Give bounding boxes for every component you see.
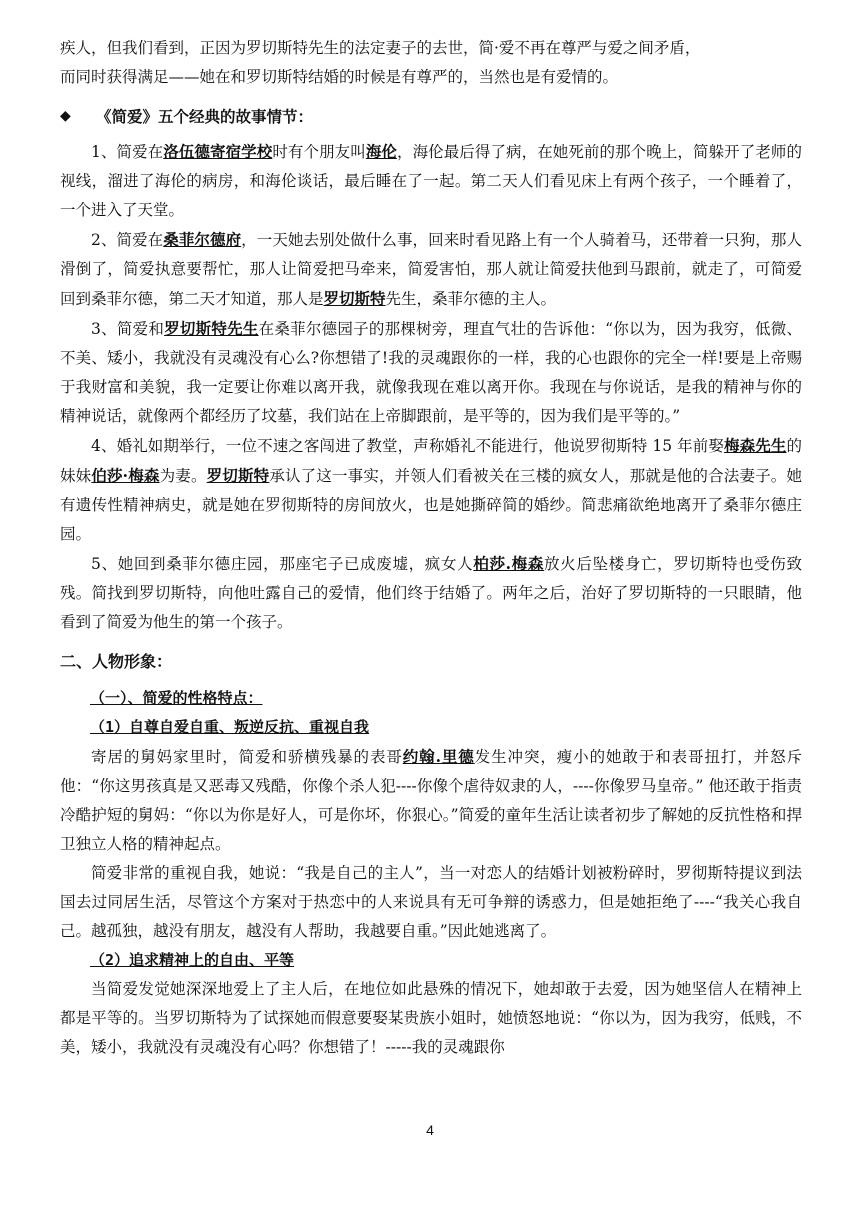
text-run: 1、简爱在 xyxy=(91,143,164,161)
character-paragraph-2: 简爱非常的重视自我，她说：“我是自己的主人”，当一对恋人的结婚计划被粉碎时，罗彻斯特提议到法国去过同居生活，尽管这个方案对于热恋中的人来说具有无可争辩的诱惑力，但是她拒绝了----“我关心我自己。越孤独，越没有朋友，越没有人帮助，我越要自重。”因此她逃离了。 xyxy=(60,864,802,940)
text-run: 2、简爱在 xyxy=(91,231,164,249)
keyword-mr-rochester: 罗切斯特先生 xyxy=(164,319,259,338)
plot-paragraph-4 xyxy=(60,431,802,549)
document-page xyxy=(60,34,802,1062)
keyword-bertha-mason: 伯莎·梅森 xyxy=(91,466,160,485)
keyword-mr-mason: 梅森先生 xyxy=(724,436,787,455)
section-heading-characters: 二、人物形象： xyxy=(60,652,173,671)
intro-line-2: 而同时获得满足——她在和罗切斯特结婚的时候是有尊严的，当然也是有爱情的。 xyxy=(60,68,619,86)
keyword-john-reed: 约翰.里德 xyxy=(402,747,475,766)
intro-paragraph xyxy=(60,34,802,92)
text-run: 3、简爱和 xyxy=(91,320,165,338)
subheading-text: （2）追求精神上的自由、平等 xyxy=(90,951,295,969)
text-run: 的妹妹 xyxy=(60,437,802,485)
keyword-rochester-2: 罗切斯特 xyxy=(206,466,270,485)
intro-line-1: 疾人，但我们看到，正因为罗切斯特先生的法定妻子的去世，简·爱不再在尊严与爱之间矛盾， xyxy=(60,39,701,57)
plot-paragraph-2 xyxy=(60,225,802,314)
subheading-trait-2 xyxy=(90,946,802,975)
diamond-bullet-icon: ◆ xyxy=(60,108,71,124)
plot-paragraph-3 xyxy=(60,314,802,431)
keyword-bertha-mason-2: 柏莎.梅森 xyxy=(473,554,545,573)
character-paragraph-1 xyxy=(60,742,802,859)
text-run: 为妻。 xyxy=(159,467,207,485)
plot-paragraph-1 xyxy=(60,137,802,225)
text-run: 承认了这一事实，并领人们看被关在三楼的疯女人，那就是他的合法妻子。她有遗传性精神病史，就是她在罗彻斯特的房间放火，也是她撕碎简的婚纱。简悲痛欲绝地离开了桑菲尔德庄园。 xyxy=(60,467,802,543)
text-run: 5、她回到桑菲尔德庄园，那座宅子已成废墟，疯女人 xyxy=(91,555,474,573)
text-run: 寄居的舅妈家里时，简爱和骄横残暴的表哥 xyxy=(91,748,403,766)
keyword-thornfield: 桑菲尔德府 xyxy=(163,230,242,249)
text-run: ，海伦最后得了病，在她死前的那个晚上，简躲开了老师的视线，溜进了海伦的病房，和海伦谈话，最后睡在了一起。第二天人们看见床上有两个孩子，一个睡着了，一个进入了天堂。 xyxy=(60,143,802,219)
subheading-jane-traits xyxy=(90,684,802,713)
text-run: 先生，桑菲尔德的主人。 xyxy=(385,290,557,308)
text-run: 放火后坠楼身亡，罗切斯特也受伤致残。简找到罗切斯特，向他吐露自己的爱情，他们终于结婚了。两年之后，治好了罗切斯特的一只眼睛，他看到了简爱为他生的第一个孩子。 xyxy=(60,555,802,631)
section-heading-plots xyxy=(60,102,802,131)
text-run: 时有个朋友叫 xyxy=(272,143,366,161)
subheading-trait-1 xyxy=(90,713,802,742)
section-title: 《简爱》五个经典的故事情节： xyxy=(96,107,314,126)
subheading-text: （1）自尊自爱自重、叛逆反抗、重视自我 xyxy=(90,718,370,736)
character-paragraph-3: 当简爱发觉她深深地爱上了主人后，在地位如此悬殊的情况下，她却敢于去爱，因为她坚信人在精神上都是平等的。当罗切斯特为了试探她而假意要娶某贵族小姐时，她愤怒地说：“你以为，因为我穷，低贱，不美，矮小，我就没有灵魂没有心吗？你想错了！-----我的灵魂跟你 xyxy=(60,980,802,1056)
keyword-helen: 海伦 xyxy=(365,142,397,161)
subheading-text: （一）、简爱的性格特点： xyxy=(90,689,263,707)
text-run: ，一天她去别处做什么事，回来时看见路上有一个人骑着马，还带着一只狗，那人滑倒了，简爱执意要帮忙，那人让简爱把马牵来，简爱害怕，那人就让简爱扶他到马跟前，就走了，可简爱回到桑菲尔德，第二天才知道，那人是 xyxy=(60,231,802,308)
text-run: 在桑菲尔德园子的那棵树旁，理直气壮的告诉他：“你以为，因为我穷，低微、不美、矮小，我就没有灵魂没有心么?你想错了!我的灵魂跟你的一样，我的心也跟你的完全一样!要是上帝赐于我财富和美貌，我一定要让你难以离开我，就像我现在难以离开你。我现在与你说话，是我的精神与你的精神说话，就像两个都经历了坟墓，我们站在上帝脚跟前，是平等的，因为我们是平等的。” xyxy=(60,320,802,425)
keyword-rochester: 罗切斯特 xyxy=(323,289,386,308)
text-run: 发生冲突，瘦小的她敢于和表哥扭打，并怒斥他：“你这男孩真是又恶毒又残酷，你像个杀人犯----你像个虐待奴隶的人，----你像罗马皇帝。” 他还敢于指责冷酷护短的舅妈：“你以为你是好人，可是你坏，你狠心。”简爱的童年生活让读者初步了解她的反抗性格和捍卫独立人格的精神起点。 xyxy=(60,748,802,853)
keyword-lowood: 洛伍德寄宿学校 xyxy=(163,142,273,161)
plot-paragraph-5 xyxy=(60,549,802,637)
page-number: 4 xyxy=(426,1122,434,1138)
text-run: 4、婚礼如期举行，一位不速之客闯进了教堂，声称婚礼不能进行，他说罗彻斯特 15 年前娶 xyxy=(91,437,725,455)
